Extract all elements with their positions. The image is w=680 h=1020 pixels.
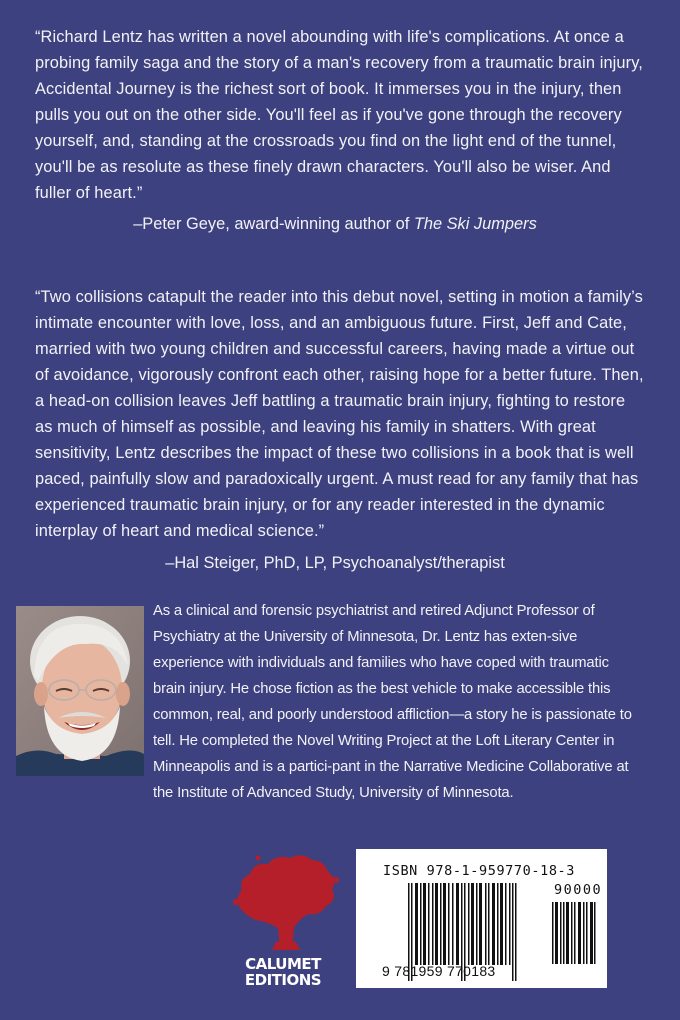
- praise-quote-2-text: “Two collisions catapult the reader into this debut novel, setting in motion a family’s intimate encounter with love, loss, and an ambiguous future. First, Jeff and Cate, married with two young children and successful careers, having made a virtue out of avoidance, vigorously confront each other, raising hope for a better future. Then, a head-on collision leaves Jeff battling a traumatic brain injury, fighting to restore as much of himself as possible, and leaving his family in shatters. With great sensitivity, Lentz describes the impact of these two collisions in a book that is well paced, painfully slow and paradoxically urgent. A must read for any family that has experienced traumatic brain injury, or for any reader interested in the dynamic interplay of heart and medical science.”: [35, 288, 644, 540]
- attribution-2-author: –Hal Steiger, PhD, LP, Psychoanalyst/therapist: [165, 554, 505, 572]
- isbn-label: ISBN 978-1-959770-18-3: [383, 863, 576, 879]
- price-code: 90000: [554, 882, 603, 898]
- ean-digits: 9 781959 770183: [382, 963, 496, 979]
- publisher-name: [228, 956, 338, 988]
- author-portrait-icon: [16, 606, 144, 776]
- praise-quote-2: [35, 284, 647, 544]
- author-bio: As a clinical and forensic psychiatrist and retired Adjunct Professor of Psychiatry at the University of Minnesota, Dr. Lentz has exten-sive experience with individuals and families who have coped with traumatic brain injury. He chose fiction as the best vehicle to make accessible this common, real, and poorly understood affliction—a story he is passionate to tell. He completed the Novel Writing Project at the Loft Literary Center in Minneapolis and is a partici-pant in the Narrative Medicine Collaborative at the Institute of Advanced Study, University of Minnesota.: [153, 603, 632, 801]
- author-photo: [16, 606, 144, 776]
- attribution-1-book-title: The Ski Jumpers: [413, 215, 537, 233]
- publisher-name-line1: CALUMET: [245, 955, 321, 973]
- praise-quote-1: [35, 24, 647, 206]
- praise-attribution-1: [0, 211, 680, 237]
- publisher-name-line2: EDITIONS: [244, 971, 322, 989]
- attribution-1-author: –Peter Geye, award-winning author of: [133, 215, 414, 233]
- praise-quote-1-text: “Richard Lentz has written a novel abounding with life's complications. At once a probing family saga and the story of a man's recovery from a traumatic brain injury, Accidental Journey is the richest sort of book. It immerses you in the injury, then pulls you out on the other side. You'll feel as if you've gone through the recovery yourself, and, standing at the crossroads you find on the light end of the tunnel, you'll be as resolute as these finely drawn characters. You'll also be wiser. And fuller of heart.”: [35, 28, 643, 202]
- publisher-logo: [228, 850, 343, 990]
- isbn-barcode: [356, 849, 607, 988]
- tree-logo-icon: [228, 850, 343, 955]
- praise-attribution-2: [0, 550, 680, 576]
- addon-bars-icon: [552, 902, 596, 964]
